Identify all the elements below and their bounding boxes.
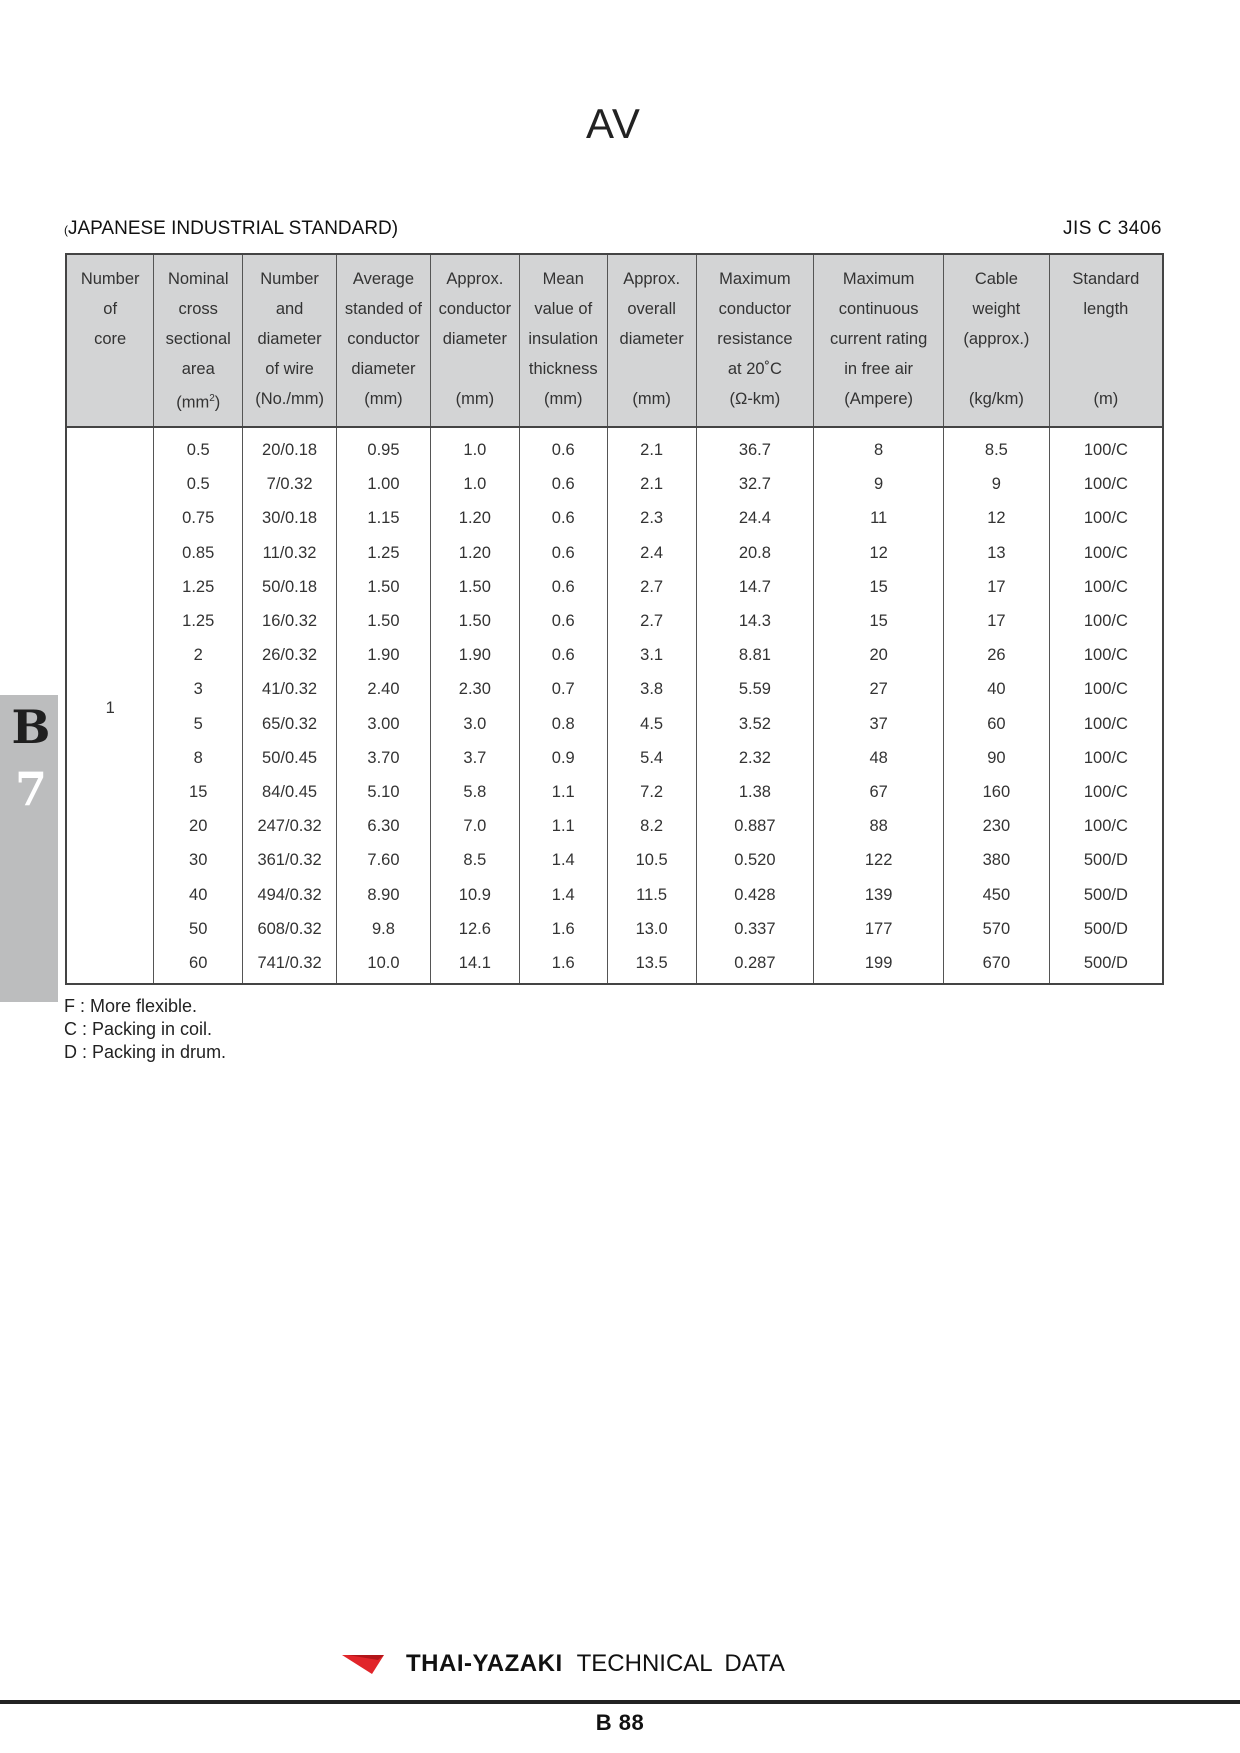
table-cell: 0.520	[696, 844, 814, 878]
table-cell: 8	[814, 427, 944, 468]
table-cell: 100/C	[1049, 536, 1163, 570]
table-cell: 0.428	[696, 878, 814, 912]
table-cell: 2.3	[607, 502, 696, 536]
page-title: AV	[586, 100, 641, 147]
table-cell: 100/C	[1049, 707, 1163, 741]
table-cell: 2.1	[607, 468, 696, 502]
table-cell: 3.1	[607, 639, 696, 673]
table-cell: 500/D	[1049, 946, 1163, 983]
footer-brand-text: TECHNICAL DATA	[576, 1650, 785, 1677]
table-cell: 48	[814, 741, 944, 775]
table-cell: 494/0.32	[243, 878, 337, 912]
table-cell: 741/0.32	[243, 946, 337, 983]
table-cell: 16/0.32	[243, 604, 337, 638]
footer-brand	[342, 1650, 785, 1678]
legend-notes	[64, 995, 226, 1064]
table-cell: 30/0.18	[243, 502, 337, 536]
table-cell: 1.20	[430, 502, 519, 536]
table-cell: 12	[814, 536, 944, 570]
table-cell: 14.7	[696, 570, 814, 604]
table-cell: 13.5	[607, 946, 696, 983]
table-cell: 230	[944, 810, 1050, 844]
table-cell: 8.5	[944, 427, 1050, 468]
table-row	[66, 502, 1163, 536]
table-row	[66, 844, 1163, 878]
table-cell: 199	[814, 946, 944, 983]
table-cell: 1.00	[337, 468, 431, 502]
footer-brand-name: THAI-YAZAKI	[406, 1650, 563, 1677]
table-row	[66, 570, 1163, 604]
table-cell: 20.8	[696, 536, 814, 570]
standard-code: JIS C 3406	[1063, 218, 1162, 239]
spec-table	[65, 253, 1164, 985]
table-cell: 1.6	[519, 946, 607, 983]
table-cell: 0.7	[519, 673, 607, 707]
table-cell: 50	[154, 912, 243, 946]
table-cell: 12	[944, 502, 1050, 536]
table-cell: 1.50	[337, 604, 431, 638]
table-cell: 139	[814, 878, 944, 912]
table-cell: 30	[154, 844, 243, 878]
table-cell: 0.6	[519, 468, 607, 502]
table-cell: 4.5	[607, 707, 696, 741]
header-wire-count: Number and diameter of wire (No./mm)	[243, 254, 337, 427]
section-tab-number: 7	[14, 762, 47, 816]
table-cell: 2.7	[607, 570, 696, 604]
table-cell: 5.8	[430, 775, 519, 809]
table-cell: 450	[944, 878, 1050, 912]
table-cell: 2.7	[607, 604, 696, 638]
table-cell: 8.81	[696, 639, 814, 673]
table-cell: 122	[814, 844, 944, 878]
table-cell: 100/C	[1049, 427, 1163, 468]
table-cell: 26/0.32	[243, 639, 337, 673]
table-cell: 60	[944, 707, 1050, 741]
table-row	[66, 673, 1163, 707]
table-cell: 36.7	[696, 427, 814, 468]
table-cell: 670	[944, 946, 1050, 983]
table-cell: 11/0.32	[243, 536, 337, 570]
table-cell: 2.1	[607, 427, 696, 468]
table-cell: 88	[814, 810, 944, 844]
table-cell: 27	[814, 673, 944, 707]
table-cell: 9.8	[337, 912, 431, 946]
table-cell: 0.337	[696, 912, 814, 946]
table-cell: 26	[944, 639, 1050, 673]
table-cell: 3.00	[337, 707, 431, 741]
table-cell: 13	[944, 536, 1050, 570]
table-cell: 65/0.32	[243, 707, 337, 741]
table-row	[66, 741, 1163, 775]
table-cell: 2.4	[607, 536, 696, 570]
table-cell: 41/0.32	[243, 673, 337, 707]
table-cell: 8.90	[337, 878, 431, 912]
table-cell: 1.25	[154, 570, 243, 604]
table-cell: 100/C	[1049, 570, 1163, 604]
table-cell: 10.0	[337, 946, 431, 983]
table-cell: 1.38	[696, 775, 814, 809]
table-cell: 500/D	[1049, 878, 1163, 912]
table-cell: 1.20	[430, 536, 519, 570]
table-row	[66, 810, 1163, 844]
yazaki-logo-icon	[342, 1652, 384, 1676]
table-body	[66, 427, 1163, 984]
table-cell: 100/C	[1049, 775, 1163, 809]
table-cell: 20	[154, 810, 243, 844]
table-cell: 8.2	[607, 810, 696, 844]
table-cell: 100/C	[1049, 604, 1163, 638]
standard-name	[64, 218, 398, 240]
footer-divider	[0, 1700, 1240, 1704]
table-cell: 15	[814, 570, 944, 604]
table-cell: 3.7	[430, 741, 519, 775]
header-overall-diameter: Approx. overall diameter (mm)	[607, 254, 696, 427]
header-cable-weight: Cable weight (approx.) (kg/km)	[944, 254, 1050, 427]
table-cell: 13.0	[607, 912, 696, 946]
table-cell: 1.50	[430, 604, 519, 638]
table-cell: 160	[944, 775, 1050, 809]
table-row	[66, 775, 1163, 809]
table-cell: 14.3	[696, 604, 814, 638]
table-cell: 12.6	[430, 912, 519, 946]
table-cell: 100/C	[1049, 673, 1163, 707]
table-cell: 11.5	[607, 878, 696, 912]
table-cell: 1.1	[519, 810, 607, 844]
table-cell: 5.10	[337, 775, 431, 809]
table-cell: 3.8	[607, 673, 696, 707]
table-cell: 1.0	[430, 427, 519, 468]
table-cell: 0.6	[519, 604, 607, 638]
table-cell: 24.4	[696, 502, 814, 536]
table-cell: 500/D	[1049, 844, 1163, 878]
table-row	[66, 536, 1163, 570]
note-flexible: F : More flexible.	[64, 996, 198, 1016]
table-row	[66, 604, 1163, 638]
table-cell: 3.52	[696, 707, 814, 741]
table-cell: 67	[814, 775, 944, 809]
header-number-of-core: Number of core	[66, 254, 154, 427]
table-cell: 0.887	[696, 810, 814, 844]
table-cell: 361/0.32	[243, 844, 337, 878]
table-cell: 1.15	[337, 502, 431, 536]
table-cell: 0.5	[154, 468, 243, 502]
table-cell: 10.5	[607, 844, 696, 878]
header-current-rating: Maximum continuous current rating in free air (Ampere)	[814, 254, 944, 427]
table-cell: 0.9	[519, 741, 607, 775]
table-row	[66, 878, 1163, 912]
table-cell: 247/0.32	[243, 810, 337, 844]
table-cell: 0.6	[519, 502, 607, 536]
table-cell: 100/C	[1049, 639, 1163, 673]
core-count-cell: 1	[66, 427, 154, 984]
table-cell: 17	[944, 604, 1050, 638]
table-cell: 14.1	[430, 946, 519, 983]
table-cell: 100/C	[1049, 810, 1163, 844]
table-cell: 11	[814, 502, 944, 536]
table-cell: 2.32	[696, 741, 814, 775]
table-cell: 50/0.18	[243, 570, 337, 604]
table-cell: 17	[944, 570, 1050, 604]
table-cell: 40	[154, 878, 243, 912]
table-cell: 1.4	[519, 844, 607, 878]
table-cell: 90	[944, 741, 1050, 775]
table-cell: 40	[944, 673, 1050, 707]
table-cell: 7.60	[337, 844, 431, 878]
table-cell: 380	[944, 844, 1050, 878]
table-cell: 2	[154, 639, 243, 673]
table-row	[66, 468, 1163, 502]
table-row	[66, 946, 1163, 983]
table-cell: 1.6	[519, 912, 607, 946]
table-cell: 6.30	[337, 810, 431, 844]
table-row	[66, 707, 1163, 741]
table-cell: 570	[944, 912, 1050, 946]
note-coil: C : Packing in coil.	[64, 1019, 213, 1039]
table-cell: 0.6	[519, 570, 607, 604]
table-cell: 0.6	[519, 536, 607, 570]
table-cell: 37	[814, 707, 944, 741]
table-cell: 0.85	[154, 536, 243, 570]
note-drum: D : Packing in drum.	[64, 1042, 227, 1062]
table-cell: 20/0.18	[243, 427, 337, 468]
table-cell: 1.50	[337, 570, 431, 604]
table-cell: 608/0.32	[243, 912, 337, 946]
standard-paren: (	[64, 223, 68, 237]
header-avg-conductor-diameter: Average standed of conductor diameter (mm)	[337, 254, 431, 427]
table-cell: 177	[814, 912, 944, 946]
header-insulation-thickness: Mean value of insulation thickness (mm)	[519, 254, 607, 427]
table-row	[66, 427, 1163, 468]
table-cell: 1.25	[154, 604, 243, 638]
table-cell: 0.95	[337, 427, 431, 468]
table-cell: 9	[944, 468, 1050, 502]
table-cell: 1.1	[519, 775, 607, 809]
table-cell: 9	[814, 468, 944, 502]
table-cell: 0.6	[519, 427, 607, 468]
standard-name-text: JAPANESE INDUSTRIAL STANDARD)	[68, 218, 399, 239]
table-cell: 1.4	[519, 878, 607, 912]
table-cell: 1.0	[430, 468, 519, 502]
table-cell: 2.30	[430, 673, 519, 707]
table-cell: 3	[154, 673, 243, 707]
section-tab-letter: B	[11, 700, 51, 754]
table-cell: 0.8	[519, 707, 607, 741]
table-cell: 1.90	[337, 639, 431, 673]
table-cell: 500/D	[1049, 912, 1163, 946]
table-cell: 1.90	[430, 639, 519, 673]
header-conductor-diameter: Approx. conductor diameter (mm)	[430, 254, 519, 427]
table-cell: 3.0	[430, 707, 519, 741]
table-cell: 0.287	[696, 946, 814, 983]
table-cell: 15	[814, 604, 944, 638]
table-cell: 15	[154, 775, 243, 809]
table-cell: 2.40	[337, 673, 431, 707]
table-cell: 1.25	[337, 536, 431, 570]
table-cell: 32.7	[696, 468, 814, 502]
header-standard-length: Standard length (m)	[1049, 254, 1163, 427]
table-cell: 5	[154, 707, 243, 741]
table-row	[66, 639, 1163, 673]
table-cell: 100/C	[1049, 741, 1163, 775]
table-cell: 100/C	[1049, 468, 1163, 502]
header-conductor-resistance: Maximum conductor resistance at 20˚C (Ω-km)	[696, 254, 814, 427]
table-cell: 20	[814, 639, 944, 673]
table-cell: 7/0.32	[243, 468, 337, 502]
table-cell: 7.2	[607, 775, 696, 809]
page-number: B 88	[595, 1710, 645, 1735]
table-cell: 0.6	[519, 639, 607, 673]
table-cell: 8.5	[430, 844, 519, 878]
table-cell: 8	[154, 741, 243, 775]
table-cell: 50/0.45	[243, 741, 337, 775]
table-cell: 5.4	[607, 741, 696, 775]
table-header-row	[66, 254, 1163, 427]
table-cell: 5.59	[696, 673, 814, 707]
header-nominal-area: Nominal cross sectional area $(mm^2)$	[154, 254, 243, 427]
table-cell: 0.5	[154, 427, 243, 468]
table-cell: 10.9	[430, 878, 519, 912]
table-cell: 100/C	[1049, 502, 1163, 536]
table-cell: 0.75	[154, 502, 243, 536]
table-row	[66, 912, 1163, 946]
table-cell: 3.70	[337, 741, 431, 775]
table-cell: 1.50	[430, 570, 519, 604]
table-cell: 7.0	[430, 810, 519, 844]
table-cell: 84/0.45	[243, 775, 337, 809]
table-cell: 60	[154, 946, 243, 983]
